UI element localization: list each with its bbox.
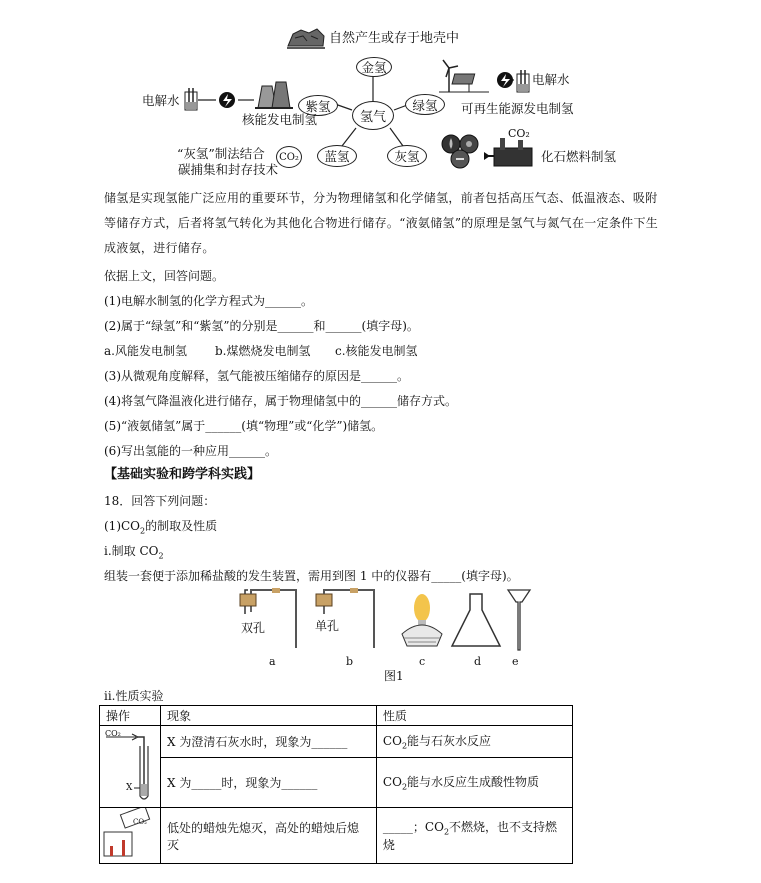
question-18: 18．回答下列问题：: [104, 494, 216, 508]
electrolysis-left-label: 电解水: [142, 93, 180, 108]
operation-candle-image: [100, 808, 161, 864]
apparatus-c: [402, 594, 442, 646]
subquestion-i: i.制取 $CO_2$: [104, 544, 164, 561]
question-3: (3)从微观角度解释，氢气能被压缩储存的原因是______。: [104, 369, 409, 383]
diagram-top-label: 自然产生或存于地壳中: [329, 31, 460, 46]
purple-hydrogen-label: 紫氢: [298, 95, 338, 116]
letter-d: d: [474, 655, 482, 668]
green-hydrogen-label: 绿氢: [405, 94, 445, 115]
renewable-label: 可再生能源发电制氢: [461, 101, 574, 116]
wind-solar-icon: [439, 58, 491, 94]
header-operation: 操作: [100, 706, 161, 726]
apparatus-d: [452, 594, 500, 646]
option-b: b.煤燃烧发电制氢: [215, 344, 311, 358]
fossil-label: 化石燃料制氢: [541, 149, 617, 164]
bottle-co2-label: CO₂: [133, 818, 147, 826]
row2-phenomenon: X 为_____时，现象为______: [161, 758, 377, 808]
nuclear-label: 核能发电制氢: [242, 112, 318, 127]
option-a: a.风能发电制氢: [104, 344, 187, 358]
figure-1-caption: 图1: [384, 669, 404, 683]
properties-table: [99, 705, 573, 864]
candle-pour-icon: [100, 808, 160, 860]
row1-property: $CO_2$能与石灰水反应: [376, 726, 572, 758]
co2-emission-label: CO₂: [508, 127, 530, 140]
question-4: (4)将氢气降温液化进行储存，属于物理储氢中的______储存方式。: [104, 394, 458, 408]
apparatus-e: [508, 590, 530, 650]
grey-method-line1: “灰氢”制法结合: [177, 146, 265, 161]
figure-1-apparatus: [232, 586, 532, 666]
nuclear-plant-icon: [254, 78, 294, 110]
letter-b: b: [346, 655, 354, 668]
tube-x-label: X: [126, 783, 133, 793]
row3-phenomenon: 低处的蜡烛先熄灭，高处的蜡烛后熄灭: [161, 808, 377, 864]
question-6: (6)写出氢能的一种应用______。: [104, 444, 277, 458]
assemble-instruction: 组装一套便于添加稀盐酸的发生装置，需用到图 1 中的仪器有_____(填字母)。: [104, 569, 519, 583]
row1-phenomenon: X 为澄清石灰水时，现象为______: [161, 726, 377, 758]
operation-test-tube-image: [100, 726, 161, 808]
hydrogen-center-label: 氢气: [352, 101, 394, 130]
passage-text: 储氢是实现氢能广泛应用的重要环节，分为物理储氢和化学储氢，前者包括高压气态、低温液态、吸附等储存方式，后者将氢气转化为其他化合物进行储存。“液氨储氢”的原理是氢气与氮气在一定条件下生成液氨，进行储存。: [104, 191, 659, 255]
label-double-hole: 双孔: [241, 621, 266, 635]
question-1: (1)电解水制氢的化学方程式为______。: [104, 294, 313, 308]
apparatus-a: [240, 588, 296, 648]
subquestion-1: $(1)CO_2$的制取及性质: [104, 519, 218, 536]
diagram-connector-lines: [0, 0, 761, 190]
grey-method-line2: 碳捕集和封存技术: [178, 162, 279, 177]
blue-hydrogen-label: 蓝氢: [317, 145, 357, 167]
letter-e: e: [512, 655, 519, 668]
subquestion-ii: ii.性质实验: [104, 689, 164, 703]
label-single-hole: 单孔: [315, 619, 340, 633]
row2-property: $CO_2$能与水反应生成酸性物质: [376, 758, 572, 808]
question-2: (2)属于“绿氢”和“紫氢”的分别是______和______(填字母)。: [104, 319, 419, 333]
intro-text: 依据上文，回答问题。: [104, 269, 225, 283]
letter-a: a: [269, 655, 276, 668]
rock-icon: [285, 24, 327, 52]
grey-hydrogen-label: 灰氢: [387, 145, 427, 167]
co2-capture-icon: CO₂: [276, 146, 302, 168]
question-5: (5)“液氨储氢”属于______(填“物理”或“化学”)储氢。: [104, 419, 384, 433]
electrolysis-right-label: 电解水: [532, 72, 570, 87]
letter-c: c: [419, 655, 426, 668]
header-phenomenon: 现象: [161, 706, 377, 726]
electrolysis-cell-icon: [183, 88, 199, 112]
row3-property: _____；$CO_2$不燃烧，也不支持燃烧: [376, 808, 572, 864]
tube-co2-label: CO₂: [105, 729, 121, 738]
option-c: c.核能发电制氢: [335, 344, 418, 358]
section-title: 【基础实验和跨学科实践】: [104, 467, 261, 482]
electrolysis-cell-icon: [515, 70, 531, 94]
gold-hydrogen-label: 金氢: [356, 57, 392, 77]
header-property: 性质: [376, 706, 572, 726]
